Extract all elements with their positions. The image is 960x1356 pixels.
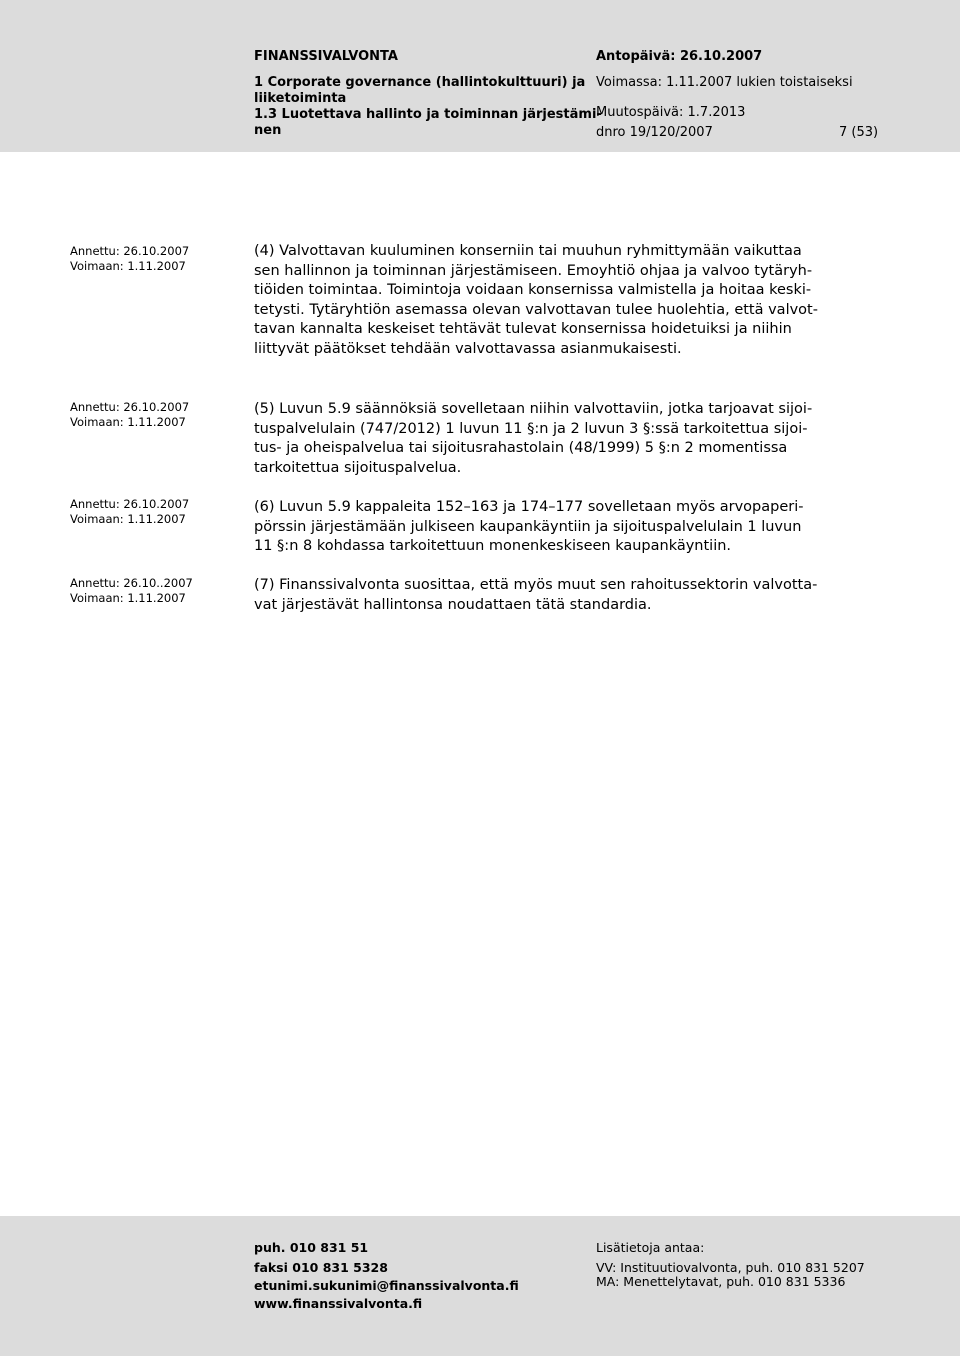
annettu-date: Annettu: 26.10.2007 <box>70 400 190 414</box>
section-meta <box>70 400 189 430</box>
footer-phone: puh. 010 831 51 <box>254 1240 369 1255</box>
paragraph-line: 11 §:n 8 kohdassa tarkoitettuun monenkeskiseen kaupankäyntiin. <box>254 538 732 554</box>
footer-fax: faksi 010 831 5328 <box>254 1260 388 1275</box>
paragraph-line: sen hallinnon ja toiminnan järjestämiseen. Emoyhtiö ohjaa ja valvoo tytäryh- <box>254 262 813 279</box>
paragraph-line: tetysti. Tytäryhtiön asemassa olevan valvottavan tulee huolehtia, että valvot- <box>254 301 818 318</box>
section-title-line-1: 1 Corporate governance (hallintokulttuuri) ja <box>254 75 586 90</box>
footer-website[interactable]: www.finanssivalvonta.fi <box>254 1296 423 1311</box>
footer-info-vv: VV: Instituutiovalvonta, puh. 010 831 5207 <box>596 1260 865 1275</box>
paragraph-line: tiöiden toimintaa. Toimintoja voidaan konsernissa valmistella ja hoitaa keski- <box>254 282 812 298</box>
paragraph-line: tus- ja oheispalvelua tai sijoitusrahastolain (48/1999) 5 §:n 2 momentissa <box>254 440 788 456</box>
paragraph-line: vat järjestävät hallintonsa noudattaen tätä standardia. <box>254 596 652 613</box>
voimaan-date: Voimaan: 1.11.2007 <box>70 415 186 429</box>
subsection-title-line-2: nen <box>254 123 282 138</box>
paragraph-7 <box>254 576 894 615</box>
issued-date: Antopäivä: 26.10.2007 <box>596 49 763 64</box>
section-title-line-2: liiketoiminta <box>254 91 347 106</box>
paragraph-line: tarkoitettua sijoituspalvelua. <box>254 459 462 476</box>
annettu-date: Annettu: 26.10..2007 <box>70 576 193 590</box>
voimaan-date: Voimaan: 1.11.2007 <box>70 259 186 273</box>
org-name: FINANSSIVALVONTA <box>254 49 398 64</box>
annettu-date: Annettu: 26.10.2007 <box>70 244 190 258</box>
dnro: dnro 19/120/2007 <box>596 125 713 140</box>
paragraph-line: pörssin järjestämään julkiseen kaupankäyntiin ja sijoituspalvelulain 1 luvun <box>254 518 802 535</box>
paragraph-line: (5) Luvun 5.9 säännöksiä sovelletaan niihin valvottaviin, jotka tarjoavat sijoi- <box>254 401 813 417</box>
annettu-date: Annettu: 26.10.2007 <box>70 497 190 511</box>
voimaan-date: Voimaan: 1.11.2007 <box>70 512 186 526</box>
page-footer <box>0 1216 960 1356</box>
valid-date: Voimassa: 1.11.2007 lukien toistaiseksi <box>596 75 853 90</box>
section-meta <box>70 244 189 274</box>
page-header <box>0 0 960 152</box>
paragraph-6 <box>254 498 894 557</box>
paragraph-line: (7) Finanssivalvonta suosittaa, että myös muut sen rahoitussektorin valvotta- <box>254 577 818 593</box>
paragraph-line: tavan kannalta keskeiset tehtävät tulevat konsernissa hoidetuiksi ja niihin <box>254 321 792 337</box>
subsection-title-line-1: 1.3 Luotettava hallinto ja toiminnan järjestämi- <box>254 107 602 122</box>
paragraph-4 <box>254 242 894 359</box>
section-meta <box>70 576 193 606</box>
footer-email[interactable]: etunimi.sukunimi@finanssivalvonta.fi <box>254 1278 519 1293</box>
paragraph-line: (4) Valvottavan kuuluminen konserniin tai muuhun ryhmittymään vaikuttaa <box>254 243 802 259</box>
footer-info-title: Lisätietoja antaa: <box>596 1240 705 1255</box>
voimaan-date: Voimaan: 1.11.2007 <box>70 591 186 605</box>
section-meta <box>70 497 189 527</box>
paragraph-5 <box>254 400 894 478</box>
page-number: 7 (53) <box>839 125 879 140</box>
footer-info-ma: MA: Menettelytavat, puh. 010 831 5336 <box>596 1274 846 1289</box>
modified-date: Muutospäivä: 1.7.2013 <box>596 105 746 120</box>
paragraph-line: tuspalvelulain (747/2012) 1 luvun 11 §:n ja 2 luvun 3 §:ssä tarkoitettua sijoi- <box>254 420 808 437</box>
paragraph-line: liittyvät päätökset tehdään valvottavassa asianmukaisesti. <box>254 340 682 357</box>
paragraph-line: (6) Luvun 5.9 kappaleita 152–163 ja 174–177 sovelletaan myös arvopaperi- <box>254 499 804 515</box>
